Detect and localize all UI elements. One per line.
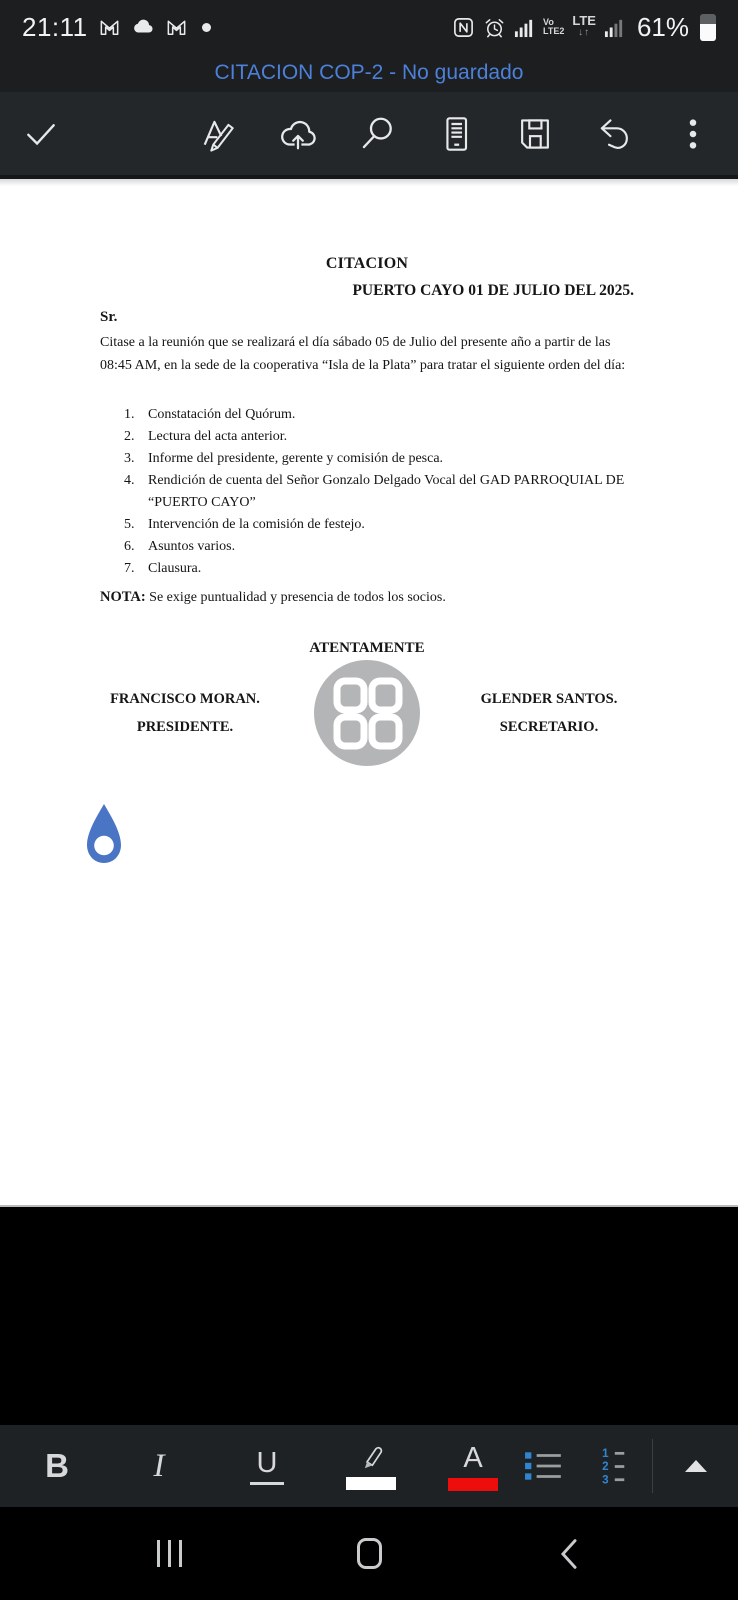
- home-icon: [357, 1538, 382, 1569]
- agenda-item: [100, 558, 634, 580]
- document-title: CITACION COP-2 - No guardado: [214, 61, 524, 84]
- format-text-button[interactable]: [196, 104, 242, 164]
- numbered-list-button[interactable]: [588, 1425, 650, 1507]
- agenda-item-text: Intervención de la comisión de festejo.: [148, 517, 365, 532]
- android-nav-bar: [0, 1507, 738, 1600]
- agenda-item: [100, 470, 634, 514]
- status-right-group: [452, 12, 716, 43]
- numbered-list-icon: [601, 1447, 637, 1485]
- volte-line1: Vo: [543, 17, 554, 27]
- gmail-icon: [165, 16, 188, 39]
- clock: 21:11: [22, 11, 88, 42]
- signature-right: [464, 692, 634, 734]
- search-icon: [357, 114, 397, 154]
- nota-text: Se exige puntualidad y presencia de todos los socios.: [145, 590, 446, 605]
- toolbar-icon-group: [196, 104, 716, 164]
- volte-line2: LTE2: [543, 26, 565, 36]
- agenda-item: [100, 426, 634, 448]
- lte-arrows-icon: ↓↑: [578, 27, 591, 38]
- agenda-item: [100, 514, 634, 536]
- recents-icon: [157, 1540, 182, 1567]
- top-toolbar: [0, 92, 738, 179]
- bold-label: B: [45, 1447, 69, 1484]
- italic-label: I: [153, 1447, 165, 1484]
- mobile-view-icon: [437, 114, 475, 154]
- keyboard-gap: [0, 1209, 738, 1425]
- highlighter-icon: [354, 1442, 388, 1474]
- format-toolbar: [0, 1425, 738, 1507]
- agenda-item-text: Informe del presidente, gerente y comisión de pesca.: [148, 451, 444, 466]
- more-options-icon: [676, 114, 710, 154]
- agenda-item: [100, 536, 634, 558]
- agenda-list: [100, 404, 634, 580]
- font-color-swatch: [448, 1478, 498, 1491]
- underline-label: U: [256, 1447, 278, 1480]
- highlight-color-button[interactable]: [340, 1425, 402, 1507]
- underline-button[interactable]: [238, 1425, 296, 1507]
- save-button[interactable]: [512, 104, 558, 164]
- agenda-item-number: 6.: [124, 539, 135, 554]
- toolbar-divider: [652, 1439, 653, 1493]
- nota-line: [100, 589, 634, 606]
- mobile-view-button[interactable]: [433, 104, 479, 164]
- agenda-item: [100, 404, 634, 426]
- lte-badge: [572, 15, 596, 39]
- back-button[interactable]: [533, 1524, 605, 1584]
- format-text-icon: [199, 114, 239, 154]
- volte-badge: [543, 18, 564, 36]
- document-page[interactable]: [0, 179, 738, 1207]
- signature-row: [100, 658, 634, 768]
- drop-image[interactable]: [85, 803, 123, 865]
- battery-percent: 61%: [636, 11, 689, 42]
- cloud-upload-button[interactable]: [275, 104, 321, 164]
- signature-right-role: SECRETARIO.: [499, 719, 599, 735]
- document-body-paragraph: Citase a la reunión que se realizará el día sábado 05 de Julio del presente año a partir de las 08:45 AM, en la sede de la cooperativa “Isla de la Plata” para tratar el siguiente orden del día:: [100, 335, 626, 373]
- document-date-line: PUERTO CAYO 01 DE JULIO DEL 2025.: [352, 282, 634, 299]
- nfc-icon: [452, 16, 475, 39]
- bullet-list-icon: [524, 1449, 564, 1483]
- font-color-label: A: [463, 1441, 483, 1474]
- agenda-item-number: 7.: [124, 561, 135, 576]
- save-icon: [515, 114, 555, 154]
- highlight-color-swatch: [346, 1477, 396, 1490]
- title-bar: [0, 54, 738, 92]
- signature-left: [100, 692, 270, 734]
- battery-icon: [700, 14, 716, 41]
- more-options-button[interactable]: [670, 104, 716, 164]
- cloud-upload-icon: [277, 115, 319, 153]
- document-salutation: Sr.: [100, 309, 118, 325]
- agenda-item-text: Clausura.: [148, 561, 202, 576]
- italic-button[interactable]: [130, 1425, 188, 1507]
- bullet-list-button[interactable]: [512, 1425, 576, 1507]
- agenda-item: [100, 448, 634, 470]
- collapse-arrow-icon: [685, 1460, 707, 1472]
- svg-text:2: 2: [602, 1460, 609, 1474]
- notification-dot-icon: [202, 23, 211, 32]
- agenda-item-number: 4.: [124, 473, 135, 488]
- svg-text:1: 1: [602, 1447, 609, 1461]
- closing-line: ATENTAMENTE: [309, 640, 425, 656]
- recents-button[interactable]: [133, 1524, 205, 1584]
- status-left-group: [22, 12, 211, 43]
- stamp-placeholder-image[interactable]: [313, 659, 421, 767]
- agenda-item-text: Asuntos varios.: [148, 539, 236, 554]
- battery-fill: [700, 24, 716, 40]
- done-button[interactable]: [18, 104, 64, 164]
- agenda-item-number: 1.: [124, 407, 135, 422]
- home-button[interactable]: [333, 1524, 405, 1584]
- agenda-item-text: Lectura del acta anterior.: [148, 429, 288, 444]
- search-button[interactable]: [354, 104, 400, 164]
- undo-icon: [594, 114, 634, 154]
- agenda-item-number: 3.: [124, 451, 135, 466]
- signature-left-name: FRANCISCO MORAN.: [110, 691, 260, 707]
- font-color-button[interactable]: [442, 1425, 504, 1507]
- signature-right-name: GLENDER SANTOS.: [480, 691, 618, 707]
- collapse-toolbar-button[interactable]: [668, 1425, 724, 1507]
- signature-left-role: PRESIDENTE.: [136, 719, 234, 735]
- alarm-icon: [483, 16, 506, 39]
- status-bar: [0, 0, 738, 54]
- nota-label: NOTA:: [100, 589, 146, 605]
- agenda-item-number: 5.: [124, 517, 135, 532]
- cloud-icon: [131, 15, 155, 39]
- undo-button[interactable]: [591, 104, 637, 164]
- agenda-item-text: Rendición de cuenta del Señor Gonzalo Delgado Vocal del GAD PARROQUIAL DE “PUERTO CAYO”: [148, 473, 625, 510]
- signal-strength-2-icon: [604, 16, 625, 39]
- signal-strength-icon: [514, 16, 535, 39]
- gmail-icon: [98, 16, 121, 39]
- bold-button[interactable]: [28, 1425, 86, 1507]
- agenda-item-text: Constatación del Quórum.: [148, 407, 296, 422]
- back-icon: [556, 1537, 582, 1571]
- lte-label: LTE: [572, 13, 596, 28]
- svg-text:3: 3: [602, 1473, 609, 1485]
- check-icon: [22, 115, 60, 153]
- underline-bar: [250, 1482, 284, 1485]
- agenda-item-number: 2.: [124, 429, 135, 444]
- document-heading: CITACION: [325, 255, 409, 272]
